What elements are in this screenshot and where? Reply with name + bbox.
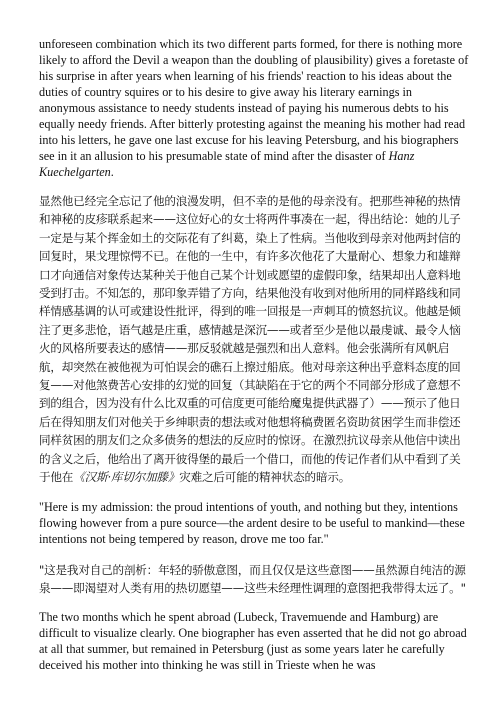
quote-text: "Here is my admission: the proud intentions of youth, and nothing but they, intentions flowing however from a pure source—the ardent desire to be useful to mankind—these intentions not being tempered by reason, drove me too far." — [39, 499, 465, 546]
paragraph-end: . — [110, 165, 114, 179]
quote-text: "这是我对自己的剖析：年轻的骄傲意图，而且仅仅是这些意图——虽然源自纯洁的源泉——即渴望对人类有用的热切愿望——这些未经理性调理的意图把我带得太远了。" — [39, 562, 466, 595]
quote-chinese — [39, 561, 469, 598]
paragraph-text: The two months which he spent abroad (Lubeck, Travemuende and Hamburg) are difficult to visualize clearly. One biographer has even asserted that he did not go abroad at all that summer, but remained in Petersburg (just as some years later he carefully deceived his mother into thinking he was still in Trieste when he was — [39, 610, 467, 673]
paragraph-english-2 — [39, 609, 469, 673]
paragraph-text: unforeseen combination which its two different parts formed, for there is nothing more likely to afford the Devil a weapon than the doubling of plausibility) gives a foretaste of his surprise in after years when learning of his friends' reaction to his ideas about the duties of country squires or to his desire to give away his literary earnings in anonymous assistance to needy students instead of paying his numerous debts to his equally needy friends. After bitterly protesting against the meaning his mother had read into his letters, he gave one last excuse for his leaving Petersburg, and his biographers see in it an allusion to his presumable state of mind after the disaster of — [39, 37, 469, 163]
work-title: Hanz Kuechelgarten — [39, 149, 415, 179]
paragraph-chinese-1 — [39, 192, 469, 487]
paragraph-end: 灾难之后可能的精神状态的暗示。 — [179, 470, 351, 485]
quote-english — [39, 499, 469, 547]
paragraph-english-1 — [39, 36, 469, 180]
work-title: 《汉斯·库切尔加滕》 — [73, 470, 180, 485]
paragraph-text: 显然他已经完全忘记了他的浪漫发明，但不幸的是他的母亲没有。把那些神秘的热情和神秘的皮疹联系起来——这位好心的女士将两件事凑在一起，得出结论：她的儿子一定是与某个挥金如土的交际花有了纠葛，染上了性病。当他收到母亲对他两封信的回复时，果戈理惊愕不已。在他的一生中，有许多次他花了大量耐心、想象力和雄辩口才向通信对象传达某种关于他自己某个计划或愿望的虚假印象，结果却出人意料地受到打击。不知怎的，那印象弄错了方向，结果他没有收到对他所用的同样路线和同样情感基调的认可或建设性批评，得到的唯一回报是一声刺耳的愤怒抗议。他越是倾注了更多悲怆，语气越是庄重，感情越是深沉——或者至少是他以最虔诚、最令人恼火的风格所要表达的感情——那反驳就越是强烈和出人意料。他会张满所有风帆启航，却突然在被他视为可怕误会的礁石上擦过船底。他对母亲这种出乎意料态度的回复——对他煞费苦心安排的幻觉的回复（其缺陷在于它的两个不同部分形成了意想不到的组合，因为没有什么比双重的可信度更可能给魔鬼提供武器了）——预示了他日后在得知朋友们对他关于乡绅职责的想法或对他想将稿费匿名资助贫困学生而非偿还同样贫困的朋友们之众多债务的想法的反应时的惊讶。在激烈抗议母亲从他信中读出的含义之后，他给出了离开彼得堡的最后一个借口，而他的传记作者们从中看到了关于他在 — [39, 194, 461, 485]
document-page — [39, 36, 469, 673]
